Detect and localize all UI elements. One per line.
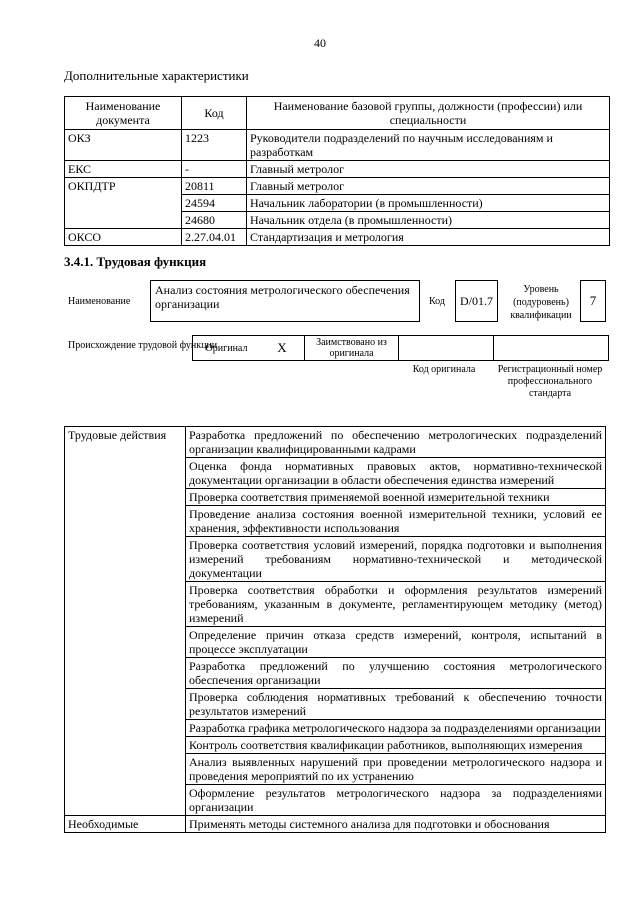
table-header-row xyxy=(65,97,610,130)
cell-document: ОКСО xyxy=(65,229,182,246)
table-row xyxy=(65,130,610,161)
list-item: Определение причин отказа средств измерений, контроля, испытаний в процессе эксплуатации xyxy=(186,627,606,658)
list-item: Разработка предложений по улучшению состояния метрологического обеспечения организации xyxy=(186,658,606,689)
cell-code: 1223 xyxy=(182,130,247,161)
header-group-name: Наименование базовой группы, должности (профессии) или специальности xyxy=(247,97,610,130)
cell-name: Начальник отдела (в промышленности) xyxy=(247,212,610,229)
list-item: Анализ выявленных нарушений при проведении метрологического надзора и проведения мероприятий по их устранению xyxy=(186,754,606,785)
original-mark: X xyxy=(260,336,305,361)
list-item: Проведение анализа состояния военной измерительной техники, условий ее хранения, эффективности использования xyxy=(186,506,606,537)
cell-document: ОКПДТР xyxy=(65,178,182,195)
list-item: Разработка предложений по обеспечению метрологических подразделений организации квалифицированными кадрами xyxy=(186,427,606,458)
table-row xyxy=(65,161,610,178)
cell-code: 2.27.04.01 xyxy=(182,229,247,246)
labor-actions-table xyxy=(64,426,606,833)
list-item: Проверка соответствия обработки и оформления результатов измерений требованиям, указанным в документе, регламентирующем методику (метод) измерений xyxy=(186,582,606,627)
reg-number-label: Регистрационный номер профессионального стандарта xyxy=(497,364,603,399)
table-row xyxy=(65,212,610,229)
list-item: Разработка графика метрологического надзора за подразделениями организации xyxy=(186,720,606,737)
original-code-cell xyxy=(399,336,494,361)
cell-code: 24594 xyxy=(182,195,247,212)
function-name-box: Анализ состояния метрологического обеспечения организации xyxy=(150,280,420,322)
cell-name: Начальник лаборатории (в промышленности) xyxy=(247,195,610,212)
table-row xyxy=(65,229,610,246)
category-cell: Трудовые действия xyxy=(65,427,186,816)
list-item: Оценка фонда нормативных правовых актов, нормативно-технической документации организации в области обеспечения единства измерений xyxy=(186,458,606,489)
table-row xyxy=(65,427,606,458)
table-row xyxy=(65,816,606,833)
name-label: Наименование xyxy=(68,296,131,307)
list-item: Применять методы системного анализа для подготовки и обоснования xyxy=(186,816,606,833)
cell-document: ОКЗ xyxy=(65,130,182,161)
category-cell: Необходимые xyxy=(65,816,186,833)
level-label: Уровень (подуровень) квалификации xyxy=(510,284,572,321)
origin-table xyxy=(192,335,609,361)
list-item: Контроль соответствия квалификации работников, выполняющих измерения xyxy=(186,737,606,754)
list-item: Проверка соответствия условий измерений, порядка подготовки и выполнения измерений требованиям нормативно-технической и методической документации xyxy=(186,537,606,582)
cell-code: 24680 xyxy=(182,212,247,229)
header-document: Наименование документа xyxy=(65,97,182,130)
table-row xyxy=(65,178,610,195)
list-item: Проверка соблюдения нормативных требований к обеспечению точности результатов измерений xyxy=(186,689,606,720)
code-label: Код xyxy=(429,296,445,307)
cell-code: 20811 xyxy=(182,178,247,195)
header-code: Код xyxy=(182,97,247,130)
cell-document xyxy=(65,212,182,229)
origin-label-text: Происхождение трудовой функции xyxy=(68,340,218,351)
page-number: 40 xyxy=(314,36,326,50)
additional-characteristics-title: Дополнительные характеристики xyxy=(64,68,249,83)
level-box: 7 xyxy=(580,280,606,322)
reg-number-cell xyxy=(494,336,609,361)
section-title: 3.4.1. Трудовая функция xyxy=(64,254,207,269)
original-label: Оригинал xyxy=(193,336,261,361)
list-item: Оформление результатов метрологического надзора за подразделениями организации xyxy=(186,785,606,816)
cell-name: Главный метролог xyxy=(247,178,610,195)
cell-code: - xyxy=(182,161,247,178)
borrowed-label: Заимствовано из оригинала xyxy=(305,336,399,361)
cell-name: Главный метролог xyxy=(247,161,610,178)
cell-document xyxy=(65,195,182,212)
cell-name: Руководители подразделений по научным исследованиям и разработкам xyxy=(247,130,610,161)
list-item: Проверка соответствия применяемой военной измерительной техники xyxy=(186,489,606,506)
function-code-box: D/01.7 xyxy=(455,280,498,322)
original-code-label: Код оригинала xyxy=(412,364,476,375)
additional-characteristics-table xyxy=(64,96,610,246)
table-row xyxy=(65,195,610,212)
cell-name: Стандартизация и метрология xyxy=(247,229,610,246)
cell-document: ЕКС xyxy=(65,161,182,178)
